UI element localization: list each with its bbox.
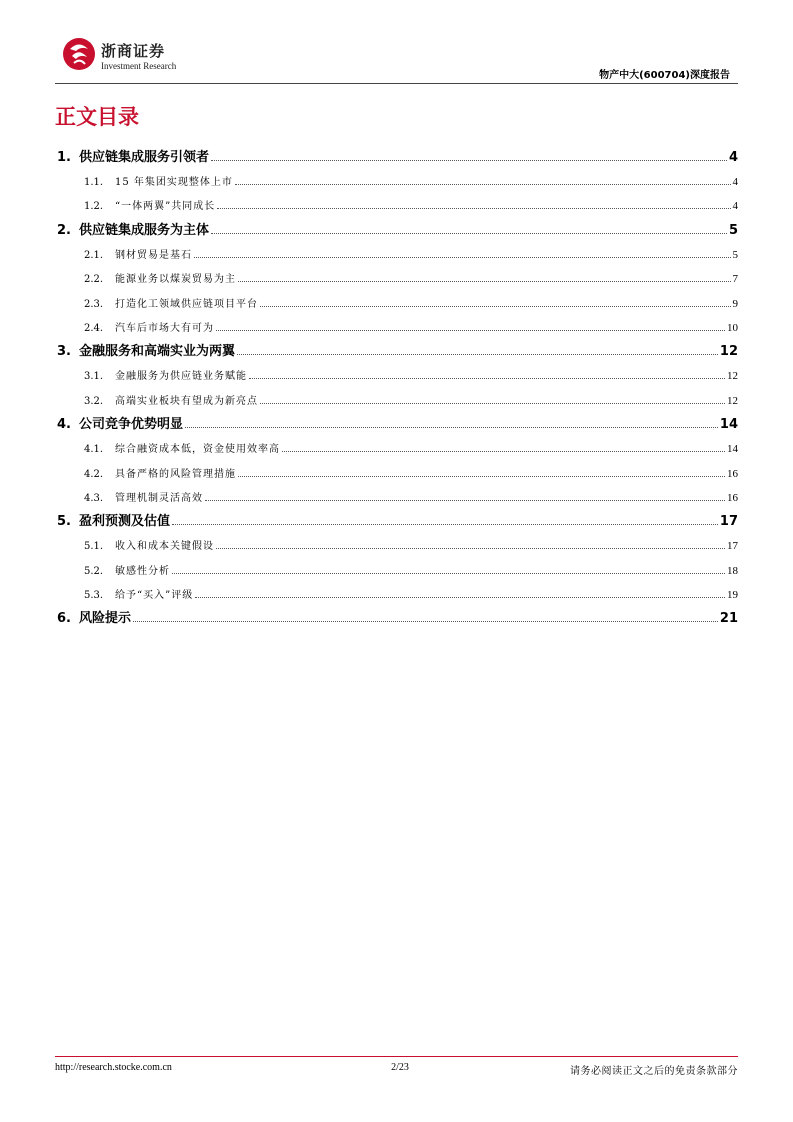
toc-subsection-entry[interactable] [55,486,738,510]
toc-subsection-entry[interactable] [55,437,738,461]
toc-entry-text: 具备严格的风险管理措施 [115,468,236,480]
toc-entry-text: 能源业务以煤炭贸易为主 [115,274,236,286]
toc-entry-text: 汽车后市场大有可为 [115,322,214,334]
toc-entry-text: 钢材贸易是基石 [115,249,192,261]
toc-entry-text: 敏感性分析 [115,565,170,577]
toc-section-entry[interactable] [55,219,738,243]
toc-entry-number: 3.1. [84,371,104,383]
footer-divider [55,1056,738,1057]
toc-entry-page: 4 [732,176,738,188]
toc-entry-label [84,487,203,511]
toc-entry-page: 4 [728,150,738,165]
toc-entry-label [55,510,170,534]
report-title: 物产中大(600704)深度报告 [599,70,730,81]
logo-chinese-text: 浙商证券 [101,42,166,60]
toc-entry-text: 15 年集团实现整体上市 [115,177,233,188]
toc-entry-label [55,146,209,170]
toc-entry-number: 4.1. [84,444,104,456]
toc-subsection-entry[interactable] [55,243,738,267]
toc-dot-leader [249,377,725,379]
toc-section-entry[interactable] [55,413,738,437]
toc-entry-label [84,560,170,584]
toc-dot-leader [238,280,731,282]
toc-subsection-entry[interactable] [55,364,738,388]
toc-subsection-entry[interactable] [55,267,738,291]
toc-entry-label [84,365,247,389]
toc-entry-text: 公司竞争优势明显 [79,417,184,433]
toc-section-entry[interactable] [55,510,738,534]
page-header [55,34,738,84]
toc-dot-leader [235,183,731,185]
toc-entry-label [84,438,280,462]
toc-entry-label [84,171,233,195]
toc-entry-label [55,340,235,364]
toc-subsection-entry[interactable] [55,534,738,558]
toc-entry-label [84,390,258,414]
toc-dot-leader [216,547,725,549]
table-of-contents [55,146,738,631]
zheshang-logo-icon [61,36,97,72]
toc-subsection-entry[interactable] [55,583,738,607]
toc-entry-number: 5. [57,514,71,530]
toc-dot-leader [216,329,725,331]
toc-entry-page: 5 [728,222,738,238]
toc-dot-leader [133,620,718,622]
toc-entry-page: 4 [732,200,738,213]
toc-entry-page: 16 [727,491,738,504]
toc-entry-text: 供应链集成服务为主体 [79,222,210,238]
toc-entry-text: 高端实业板块有望成为新亮点 [115,395,258,407]
logo-english-text: Investment Research [101,61,177,71]
toc-subsection-entry[interactable] [55,389,738,413]
toc-entry-number: 4.3. [84,492,104,504]
toc-dot-leader [172,523,718,525]
toc-entry-page: 7 [732,273,738,286]
toc-entry-label [84,244,192,268]
toc-entry-text: 盈利预测及估值 [79,514,171,530]
toc-entry-number: 4. [57,417,71,433]
toc-dot-leader [172,572,725,574]
toc-dot-leader [237,353,718,355]
footer-page-number: 2/23 [391,1062,409,1073]
toc-entry-text: 风险提示 [79,611,132,627]
toc-entry-text: 管理机制灵活高效 [115,492,203,504]
toc-entry-label [84,584,193,608]
toc-entry-number: 2.1. [84,249,104,261]
toc-section-entry[interactable] [55,607,738,631]
toc-subsection-entry[interactable] [55,559,738,583]
toc-subsection-entry[interactable] [55,316,738,340]
toc-subsection-entry[interactable] [55,194,738,218]
toc-entry-label [55,607,131,631]
toc-entry-number: 2.3. [84,298,104,310]
toc-section-entry[interactable] [55,146,738,170]
toc-entry-page: 12 [727,394,738,407]
toc-dot-leader [211,232,727,234]
toc-entry-text: 金融服务和高端实业为两翼 [79,344,236,360]
toc-entry-page: 12 [727,370,738,383]
toc-entry-number: 3.2. [84,395,104,407]
toc-entry-page: 17 [727,540,738,553]
toc-dot-leader [195,596,725,598]
toc-entry-label [84,195,215,219]
toc-entry-number: 5.2. [84,565,104,577]
toc-entry-page: 10 [727,321,738,334]
toc-dot-leader [217,207,730,209]
toc-entry-number: 5.1. [84,541,104,553]
toc-entry-text: 供应链集成服务引领者 [79,150,210,165]
toc-entry-number: 4.2. [84,468,104,480]
toc-entry-number: 6. [57,611,71,627]
toc-entry-label [55,413,183,437]
toc-entry-text: 收入和成本关键假设 [115,541,214,553]
toc-dot-leader [185,426,718,428]
toc-entry-page: 18 [727,564,738,577]
toc-entry-page: 16 [727,467,738,480]
toc-entry-text: 金融服务为供应链业务赋能 [115,371,247,383]
toc-entry-number: 1.2. [84,201,104,213]
toc-title: 正文目录 [55,105,139,129]
toc-entry-label [84,293,258,317]
toc-entry-number: 2.4. [84,322,104,334]
toc-entry-page: 5 [732,248,738,261]
toc-entry-page: 9 [732,297,738,310]
toc-entry-number: 1.1. [84,177,104,188]
toc-entry-page: 17 [719,514,738,530]
toc-entry-page: 19 [727,589,738,602]
toc-dot-leader [194,256,731,258]
toc-entry-number: 2. [57,222,71,238]
toc-entry-page: 12 [719,344,738,360]
toc-entry-text: 给予“买入”评级 [115,590,194,602]
toc-subsection-entry[interactable] [55,462,738,486]
toc-entry-number: 2.2. [84,274,104,286]
toc-entry-page: 14 [727,443,738,456]
toc-entry-label [84,535,214,559]
toc-entry-page: 21 [719,611,738,627]
toc-subsection-entry[interactable] [55,292,738,316]
toc-entry-label [84,463,236,487]
toc-dot-leader [205,499,725,501]
toc-dot-leader [211,159,727,161]
toc-entry-text: “一体两翼”共同成长 [115,201,216,213]
toc-dot-leader [260,402,725,404]
toc-subsection-entry[interactable] [55,170,738,194]
toc-section-entry[interactable] [55,340,738,364]
toc-dot-leader [260,305,731,307]
toc-dot-leader [238,475,725,477]
toc-dot-leader [282,450,725,452]
toc-entry-page: 14 [719,417,738,433]
toc-entry-number: 5.3. [84,590,104,602]
footer-url[interactable]: http://research.stocke.com.cn [55,1062,172,1073]
toc-entry-label [84,317,214,341]
toc-entry-label [55,219,209,243]
toc-entry-text: 综合融资成本低，资金使用效率高 [115,444,280,456]
toc-entry-label [84,268,236,292]
footer-disclaimer: 请务必阅读正文之后的免责条款部分 [570,1066,738,1077]
toc-entry-number: 3. [57,344,71,360]
toc-entry-number: 1. [57,150,71,165]
header-divider [55,83,738,84]
toc-entry-text: 打造化工领域供应链项目平台 [115,298,258,310]
